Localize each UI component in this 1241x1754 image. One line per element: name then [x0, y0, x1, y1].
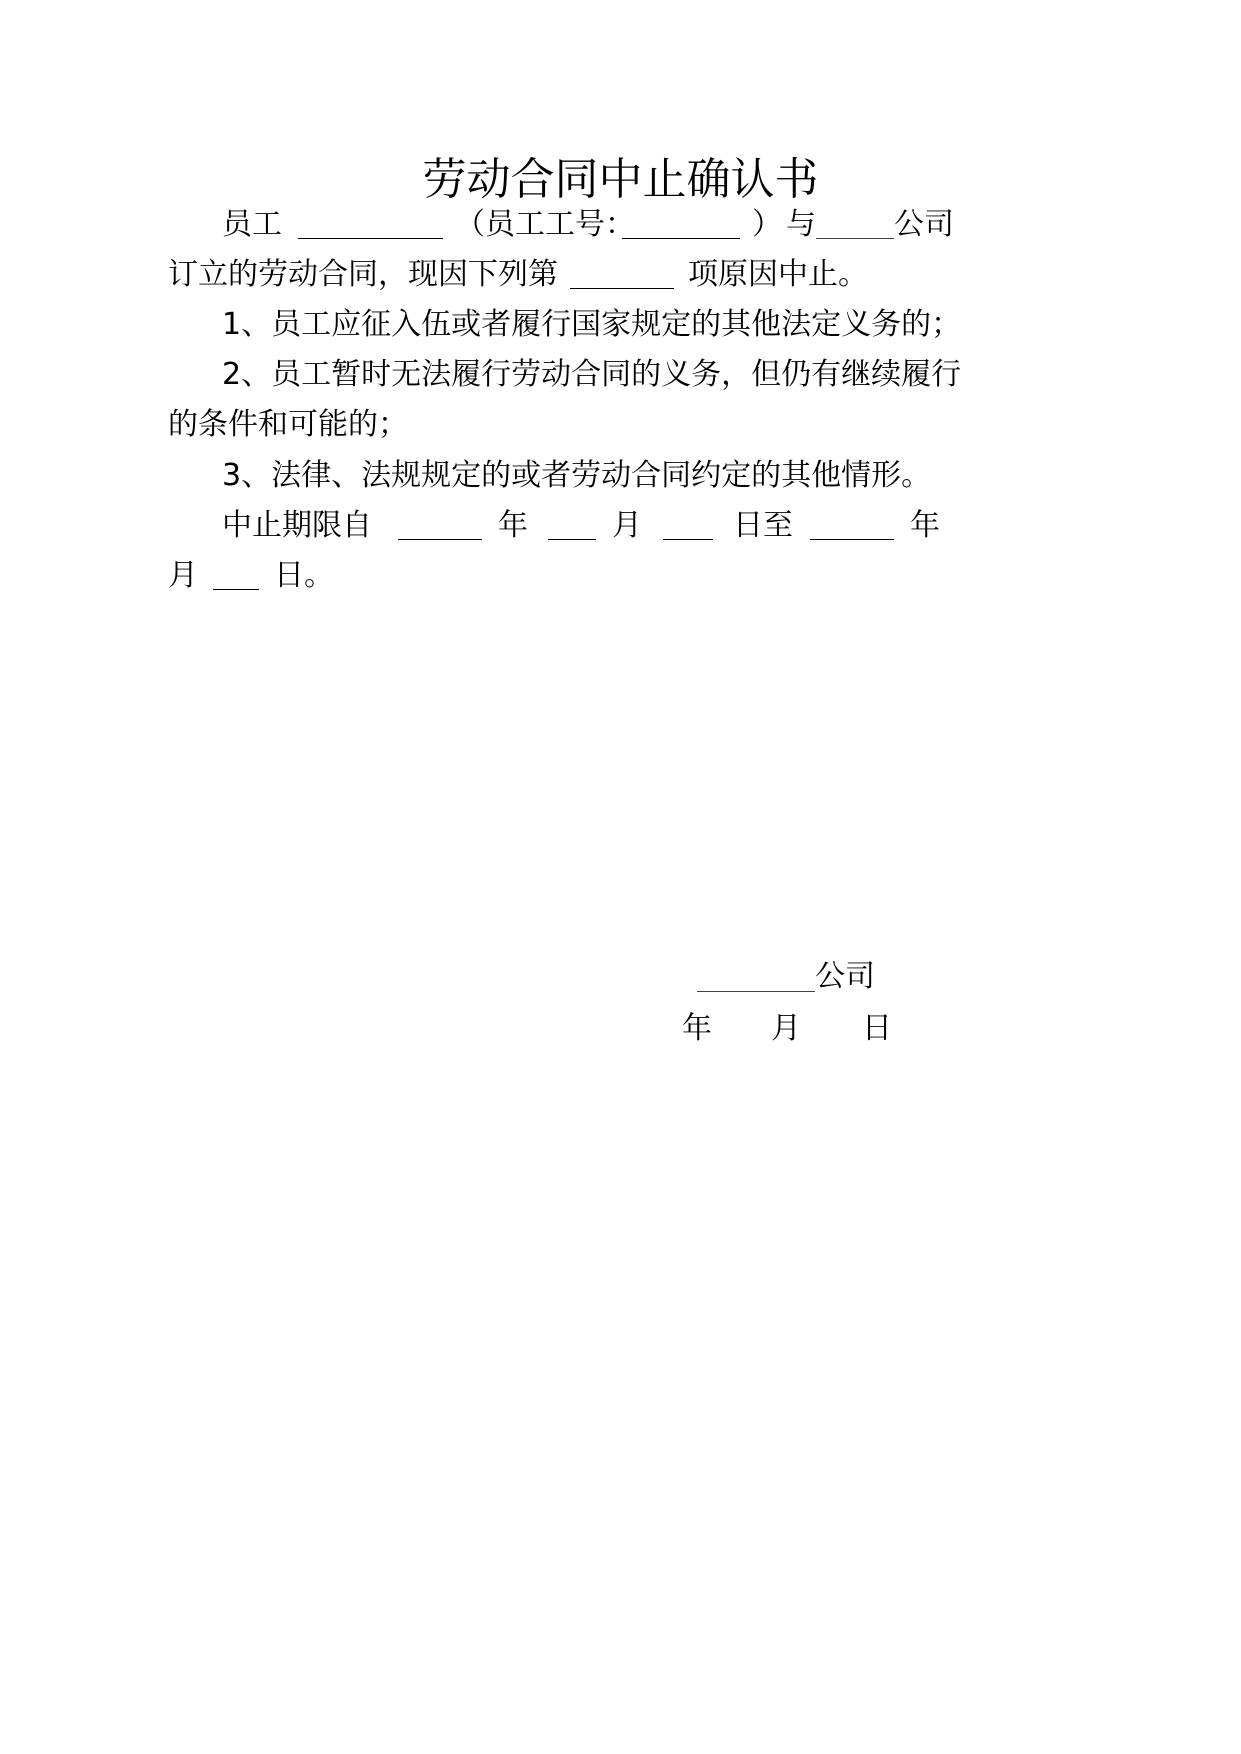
signature-year-label: 年: [682, 1011, 712, 1046]
start-month-blank[interactable]: [548, 539, 596, 540]
signature-month-label: 月: [771, 1011, 801, 1046]
company-suffix: 公司: [894, 207, 954, 242]
employee-label: 员工: [222, 207, 282, 242]
reason-item-2-line1: 2、员工暂时无法履行劳动合同的义务，但仍有继续履行: [222, 357, 962, 392]
reason-item-1: 1、员工应征入伍或者履行国家规定的其他法定义务的；: [222, 307, 962, 342]
start-year-blank[interactable]: [398, 539, 482, 540]
signature-day-label: 日: [862, 1011, 892, 1046]
reason-item-3: 3、法律、法规规定的或者劳动合同约定的其他情形。: [222, 458, 932, 493]
employee-id-label: （员工工号：: [455, 207, 635, 242]
end-year-label: 年: [910, 508, 940, 543]
employee-id-close: ）: [752, 207, 782, 242]
employee-id-blank[interactable]: [622, 238, 740, 239]
end-day-label: 日。: [274, 558, 334, 593]
start-day-blank[interactable]: [663, 539, 713, 540]
period-prefix: 中止期限自: [222, 508, 372, 543]
reason-number-blank[interactable]: [570, 288, 674, 289]
start-day-to-label: 日至: [733, 508, 793, 543]
start-year-label: 年: [498, 508, 528, 543]
reason-item-2-line2: 的条件和可能的；: [168, 407, 408, 442]
signature-company-blank[interactable]: [697, 991, 815, 992]
signature-company-suffix: 公司: [815, 959, 875, 994]
end-month-blank[interactable]: [213, 589, 259, 590]
company-name-blank[interactable]: [816, 238, 894, 239]
with-label: 与: [786, 207, 816, 242]
employee-name-blank[interactable]: [298, 238, 443, 239]
contract-reason-prefix: 订立的劳动合同，现因下列第: [168, 257, 558, 292]
contract-reason-suffix: 项原因中止。: [688, 257, 868, 292]
start-month-label: 月: [612, 508, 642, 543]
document-title: 劳动合同中止确认书: [422, 154, 819, 205]
end-year-blank[interactable]: [810, 539, 894, 540]
end-month-label: 月: [168, 558, 198, 593]
